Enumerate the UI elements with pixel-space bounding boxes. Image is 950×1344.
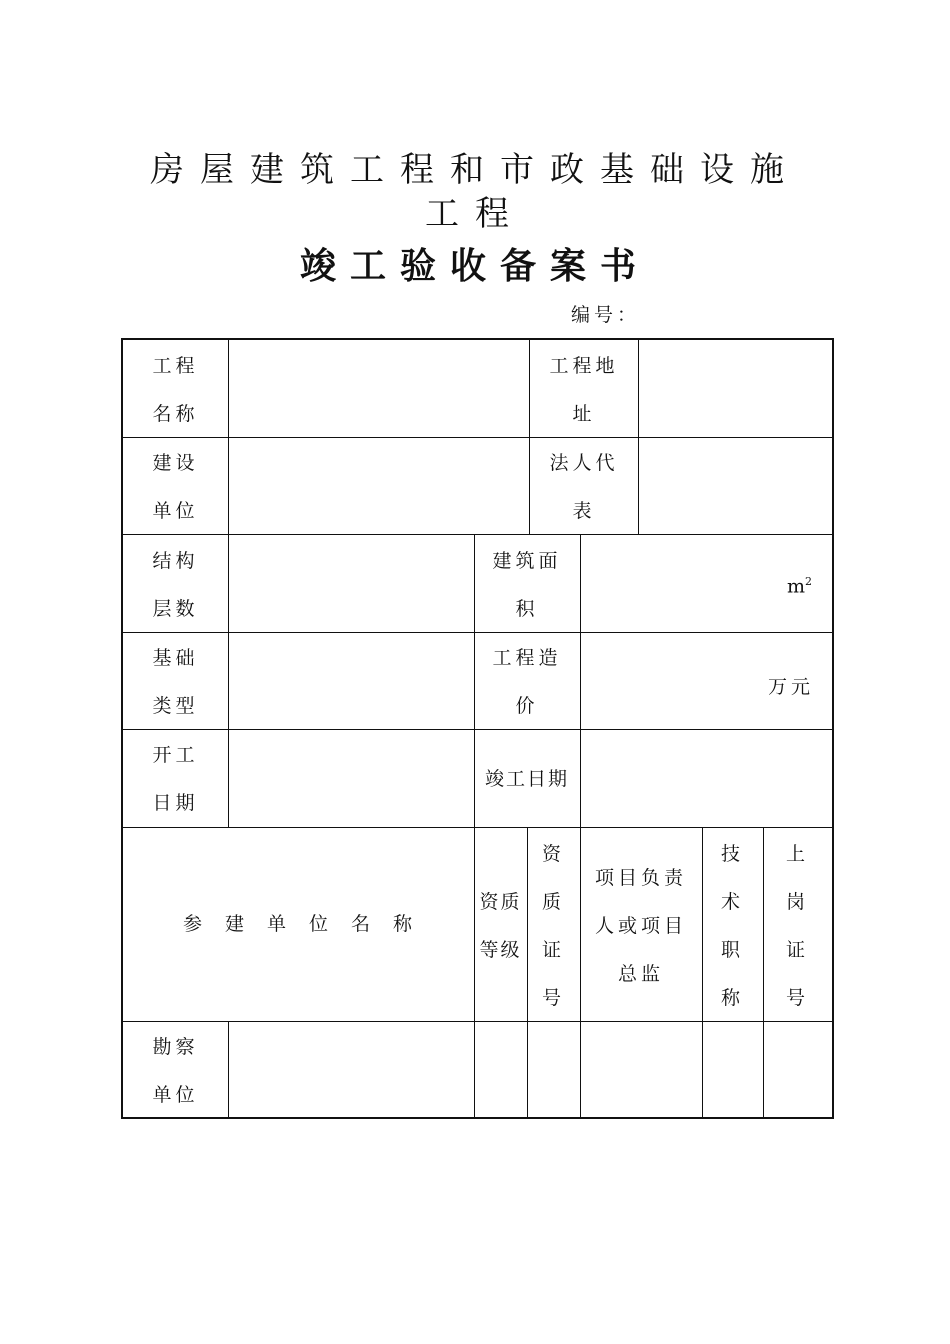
document-subtitle: 竣工验收备案书	[299, 245, 650, 287]
qualification-grade-header: 资质 等级	[479, 891, 522, 961]
project-address-label: 工程地 址	[549, 355, 619, 425]
area-unit: $m^2$	[787, 575, 813, 598]
building-area-label: 建筑面 积	[492, 550, 562, 620]
completion-date-label: 竣工日期	[484, 768, 569, 790]
row-divider	[123, 534, 832, 535]
participant-unit-name-header: 参 建 单 位 名 称	[182, 913, 414, 935]
legal-representative-label: 法人代 表	[549, 452, 619, 522]
column-divider	[228, 1021, 229, 1119]
row-divider	[123, 827, 832, 828]
column-divider	[228, 632, 229, 827]
column-divider	[580, 534, 581, 827]
project-cost-label: 工程造 价	[492, 647, 562, 717]
technical-title-header: 技 术 职 称	[720, 843, 744, 1009]
column-divider	[228, 340, 229, 632]
project-name-label: 工程 名称	[152, 355, 199, 425]
post-certificate-header: 上 岗 证 号	[785, 843, 809, 1009]
survey-unit-label: 勘察 单位	[152, 1036, 199, 1106]
structure-floors-label: 结构 层数	[152, 550, 199, 620]
serial-number-label: 编号：	[571, 304, 641, 326]
cost-unit: 万元	[768, 676, 815, 698]
construction-unit-label: 建设 单位	[152, 452, 199, 522]
document-title: 房屋建筑工程和市政基础设施工程	[150, 150, 800, 234]
qualification-certificate-header: 资 质 证 号	[541, 843, 565, 1009]
project-leader-header: 项目负责 人或项目 总监	[594, 867, 687, 985]
filing-form-table	[121, 338, 834, 1119]
start-date-label: 开工 日期	[152, 744, 199, 814]
row-divider	[123, 437, 832, 438]
foundation-type-label: 基础 类型	[152, 647, 199, 717]
